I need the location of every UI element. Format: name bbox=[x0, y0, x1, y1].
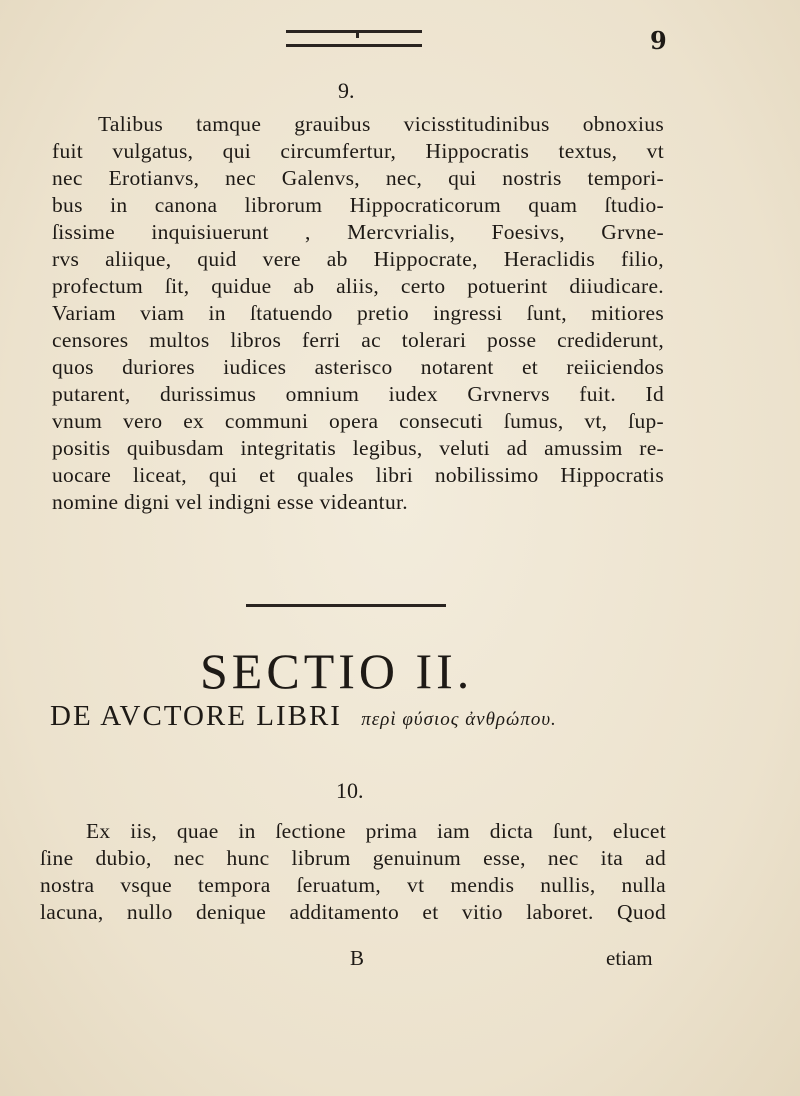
text-line: nec Erotianvs, nec Galenvs, nec, qui nostris tempori- bbox=[52, 166, 664, 190]
text-line: nostra vsque tempora ſeruatum, vt mendis nullis, nulla bbox=[40, 873, 666, 897]
text-line: censores multos libros ferri ac tolerari posse crediderunt, bbox=[52, 328, 664, 352]
text-line: putarent, durissimus omnium iudex Grvnervs fuit. Id bbox=[52, 382, 664, 406]
text-line: ſissime inquisiuerunt , Mercvrialis, Foesivs, Grvne- bbox=[52, 220, 664, 244]
text-line: bus in canona librorum Hippocraticorum quam ſtudio- bbox=[52, 193, 664, 217]
text-line: nomine digni vel indigni esse videantur. bbox=[52, 490, 408, 514]
text-line: Talibus tamque grauibus vicisstitudinibus obnoxius bbox=[98, 112, 664, 136]
catchword: etiam bbox=[606, 946, 653, 970]
header-ornament-rule bbox=[286, 30, 422, 47]
section-subtitle bbox=[50, 700, 690, 733]
section-divider-rule bbox=[246, 604, 446, 607]
text-line: rvs aliique, quid vere ab Hippocrate, Heraclidis filio, bbox=[52, 247, 664, 271]
text-line: Variam viam in ſtatuendo pretio ingressi ſunt, mitiores bbox=[52, 301, 664, 325]
paragraph-number-10: 10. bbox=[336, 778, 364, 803]
page-number: 9 bbox=[650, 26, 667, 55]
text-line: ſine dubio, nec hunc librum genuinum esse, nec ita ad bbox=[40, 846, 666, 870]
text-line: Ex iis, quae in ſectione prima iam dicta ſunt, elucet bbox=[86, 819, 666, 843]
signature-mark: B bbox=[350, 946, 365, 970]
text-line: fuit vulgatus, qui circumfertur, Hippocratis textus, vt bbox=[52, 139, 664, 163]
text-line: vnum vero ex communi opera consecuti ſumus, vt, ſup- bbox=[52, 409, 664, 433]
section-subtitle-latin: DE AVCTORE LIBRI bbox=[50, 700, 342, 732]
section-subtitle-greek: περὶ φύσιος ἀνθρώπου. bbox=[361, 709, 557, 730]
section-title: SECTIO II. bbox=[200, 643, 474, 699]
section-two-text bbox=[40, 818, 666, 926]
text-line: positis quibusdam integritatis legibus, veluti ad amussim re- bbox=[52, 436, 664, 460]
text-line: uocare liceat, qui et quales libri nobilissimo Hippocratis bbox=[52, 463, 664, 487]
text-line: quos duriores iudices asterisco notarent et reiiciendos bbox=[52, 355, 664, 379]
text-line: lacuna, nullo denique additamento et vitio laboret. Quod bbox=[40, 900, 666, 924]
section-one-text bbox=[52, 111, 664, 516]
paragraph-number-9: 9. bbox=[338, 78, 355, 103]
text-line: profectum ſit, quidue ab aliis, certo potuerint diiudicare. bbox=[52, 274, 664, 298]
